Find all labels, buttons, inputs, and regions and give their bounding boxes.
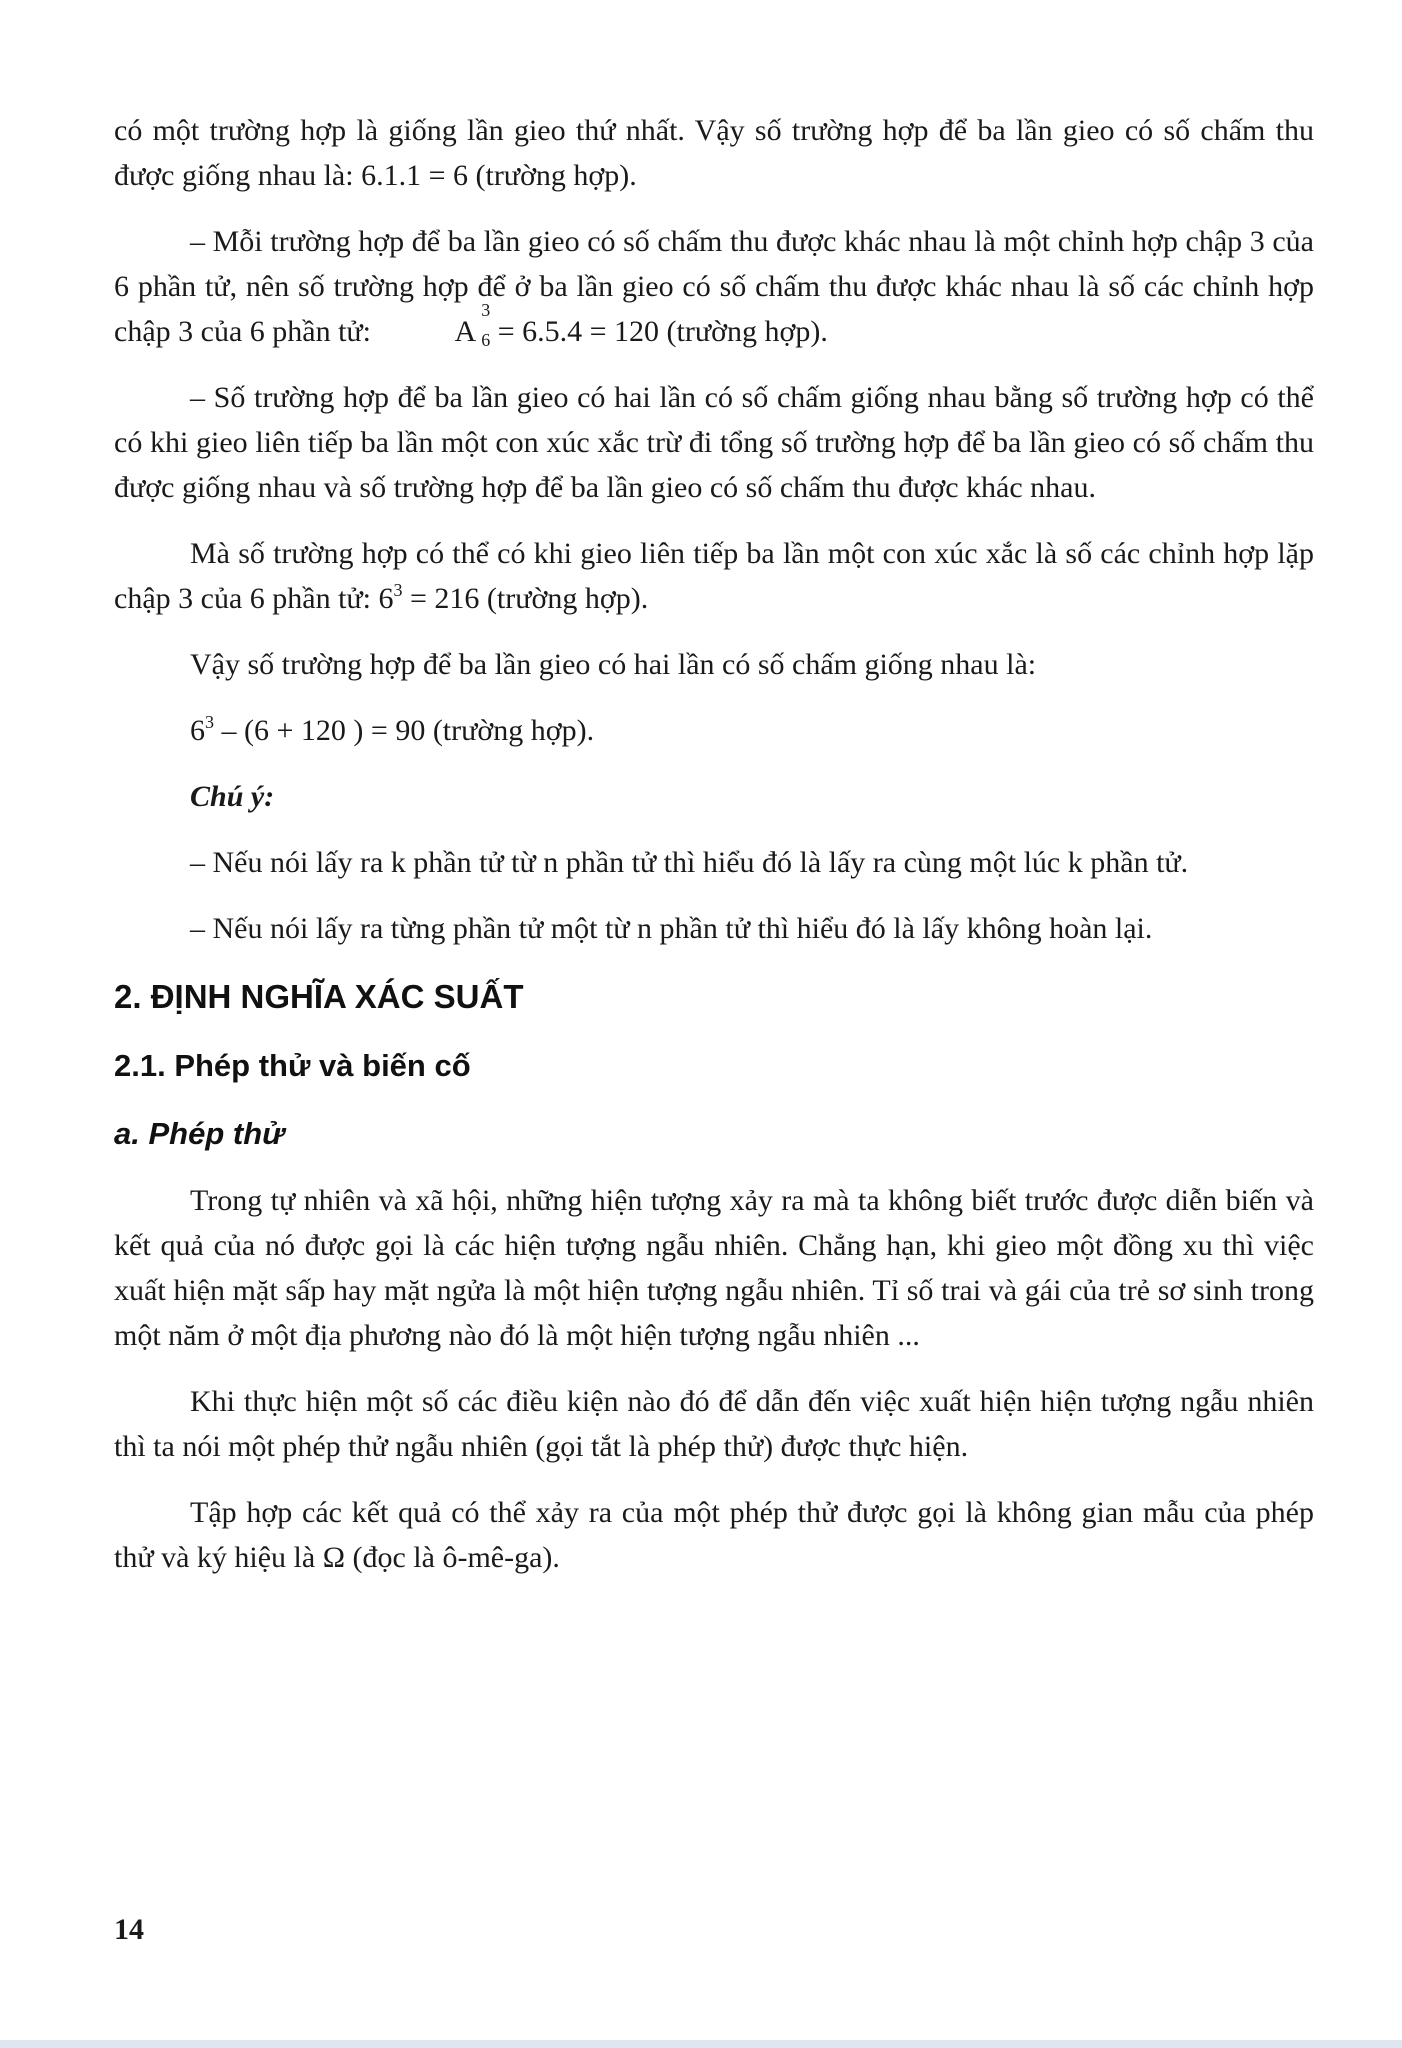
formula-arrangement-symbol: A bbox=[454, 315, 477, 348]
paragraph-distinct-rolls-text: – Mỗi trường hợp để ba lần gieo có số chấm thu được khác nhau là một chỉnh hợp chập 3 của 6 phần tử, nên số trường hợp để ở ba lần gieo có số chấm thu được khác nhau là số các chỉnh hợp chập 3 của 6 phần tử: bbox=[114, 225, 1314, 348]
paragraph-sample-space: Tập hợp các kết quả có thể xảy ra của một phép thử được gọi là không gian mẫu của phép thử và ký hiệu là Ω (đọc là ô-mê-ga). bbox=[114, 1496, 1314, 1574]
bottom-edge-strip bbox=[0, 2040, 1402, 2048]
paragraph-random-trial: Khi thực hiện một số các điều kiện nào đó để dẫn đến việc xuất hiện hiện tượng ngẫu nhiên thì ta nói một phép thử ngẫu nhiên (gọi tắt là phép thử) được thực hiện. bbox=[114, 1385, 1314, 1463]
formula-power bbox=[379, 582, 649, 615]
formula-final-result: – (6 + 120 ) = 90 (trường hợp). bbox=[214, 714, 595, 747]
paragraph-total-outcomes bbox=[114, 531, 1314, 621]
paragraph-identical-rolls: có một trường hợp là giống lần gieo thứ nhất. Vậy số trường hợp để ba lần gieo có số chấm thu được giống nhau là: 6.1.1 = 6 (trường hợp). bbox=[114, 114, 1314, 192]
formula-power-exponent: 3 bbox=[393, 580, 403, 600]
paragraph-random-phenomena: Trong tự nhiên và xã hội, những hiện tượng xảy ra mà ta không biết trước được diễn biến và kết quả của nó được gọi là các hiện tượng ngẫu nhiên. Chẳng hạn, khi gieo một đồng xu thì việc xuất hiện mặt sấp hay mặt ngửa là một hiện tượng ngẫu nhiên. Tỉ số trai và gái của trẻ sơ sinh trong một năm ở một địa phương nào đó là một hiện tượng ngẫu nhiên ... bbox=[114, 1184, 1314, 1352]
paragraph-conclusion: Vậy số trường hợp để ba lần gieo có hai lần có số chấm giống nhau là: bbox=[190, 648, 1037, 681]
formula-final-exponent: 3 bbox=[205, 712, 214, 732]
note-item-2: – Nếu nói lấy ra từng phần tử một từ n phần tử thì hiểu đó là lấy không hoàn lại. bbox=[190, 912, 1153, 945]
formula-arrangement-result: = 6.5.4 = 120 (trường hợp). bbox=[490, 315, 828, 348]
formula-arrangement bbox=[379, 300, 828, 350]
formula-arrangement-superscript: 3 bbox=[481, 300, 491, 320]
paragraph-distinct-rolls bbox=[114, 219, 1314, 354]
subsection-heading: 2.1. Phép thử và biến cố bbox=[114, 1048, 471, 1083]
formula-final bbox=[114, 708, 1314, 753]
note-title: Chú ý: bbox=[190, 780, 275, 813]
page-number: 14 bbox=[114, 1913, 144, 1946]
paragraph-total-outcomes-text: Mà số trường hợp có thể có khi gieo liên tiếp ba lần một con xúc xắc là số các chỉnh hợp lặp chập 3 của 6 phần tử: bbox=[114, 537, 1314, 615]
formula-power-base: 6 bbox=[378, 582, 394, 615]
note-item-1: – Nếu nói lấy ra k phần tử từ n phần tử thì hiểu đó là lấy ra cùng một lúc k phần tử. bbox=[190, 846, 1189, 879]
formula-power-result: = 216 (trường hợp). bbox=[402, 582, 649, 615]
formula-arrangement-subscript: 6 bbox=[481, 330, 491, 350]
subsubsection-heading: a. Phép thử bbox=[114, 1116, 285, 1151]
formula-final-base: 6 bbox=[190, 714, 205, 747]
paragraph-two-equal-rolls: – Số trường hợp để ba lần gieo có hai lần có số chấm giống nhau bằng số trường hợp có thể có khi gieo liên tiếp ba lần một con xúc xắc trừ đi tổng số trường hợp để ba lần gieo có số chấm thu được giống nhau và số trường hợp để ba lần gieo có số chấm thu được khác nhau. bbox=[114, 381, 1314, 504]
section-heading: 2. ĐỊNH NGHĨA XÁC SUẤT bbox=[114, 978, 524, 1015]
